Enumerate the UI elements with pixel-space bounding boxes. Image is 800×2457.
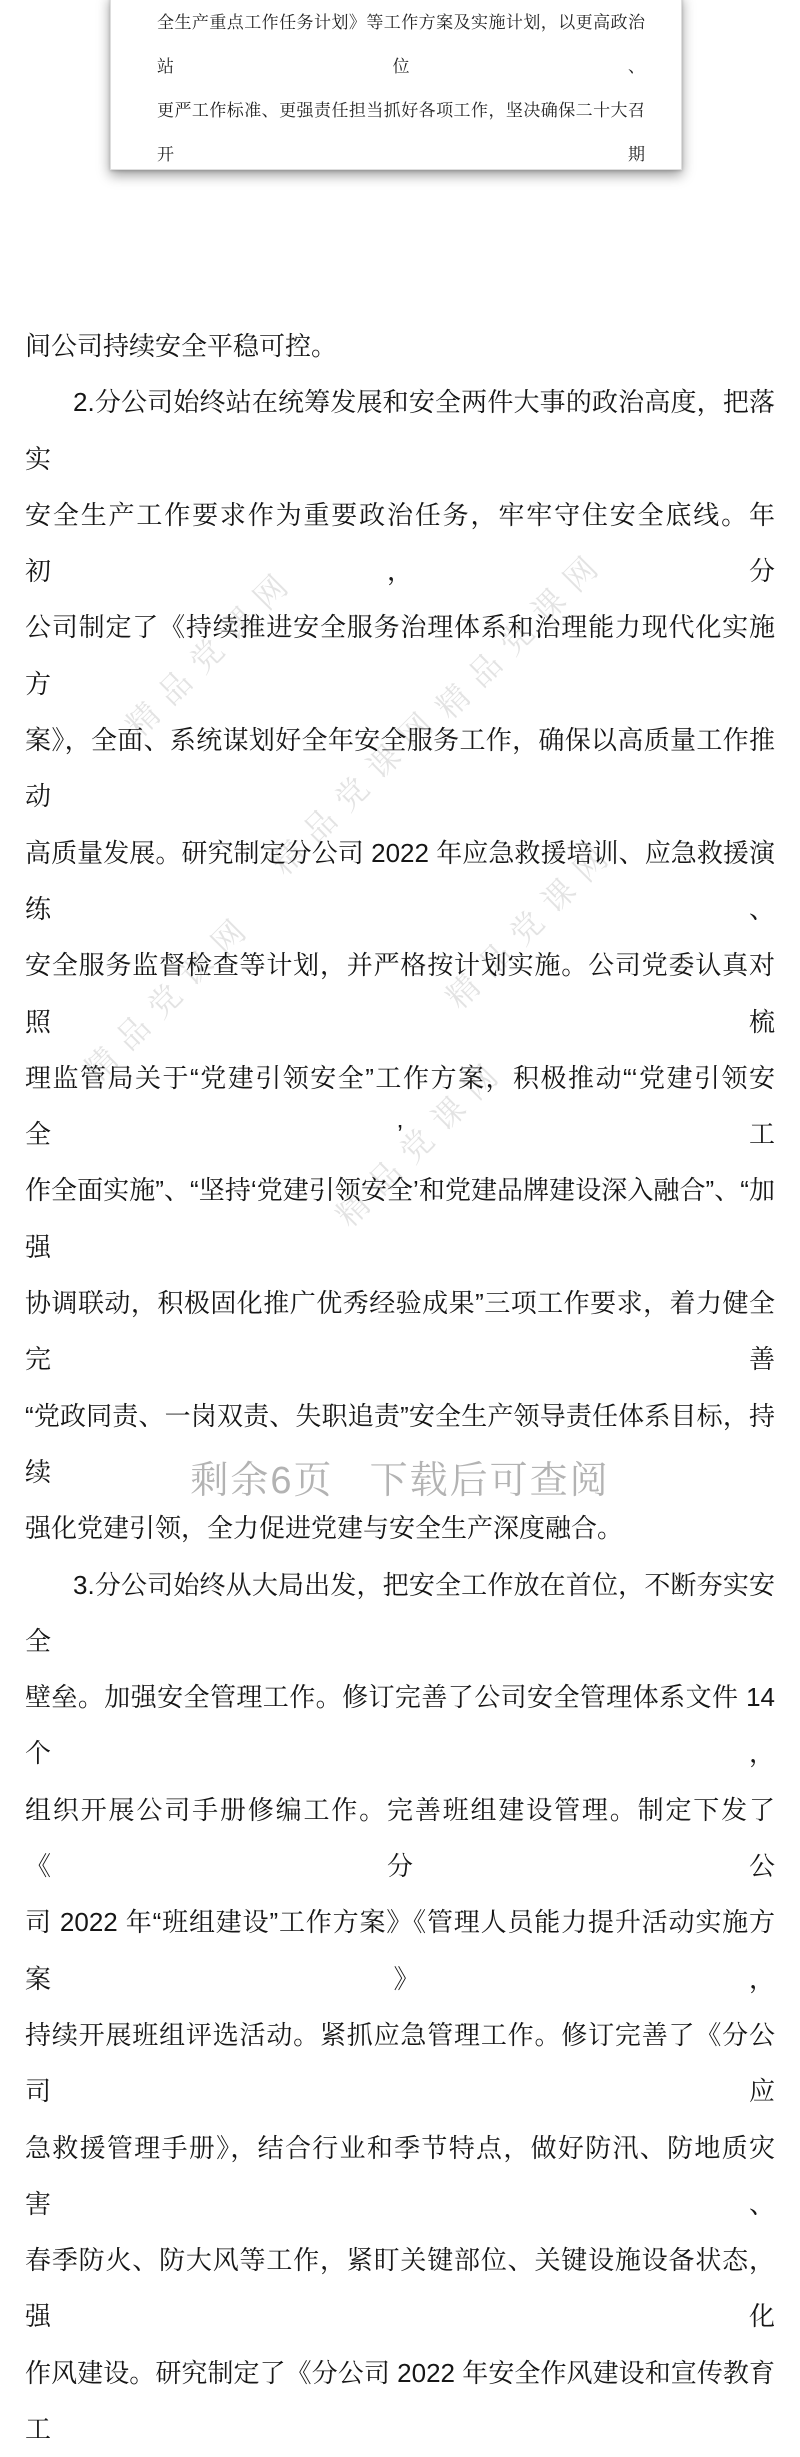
site-watermark-text: 精品党课网 — [329, 1049, 514, 1234]
pages-remaining-notice — [0, 1458, 800, 1504]
page2-text-line: 组织开展公司手册修编工作。完善班组建设管理。制定下发了《分公 — [25, 1794, 775, 1882]
page1-text-line: 更严工作标准、更强责任担当抓好各项工作，坚决确保二十大召开期 — [157, 101, 645, 164]
page2-text-line: 2.分公司始终站在统筹发展和安全两件大事的政治高度，把落实 — [25, 387, 775, 474]
page2-text-line: 强化党建引领，全力促进党建与安全生产深度融合。 — [25, 1513, 624, 1544]
page2-text-body — [0, 318, 800, 2457]
page2-text-line: 作风建设。研究制定了《分公司 2022 年安全作风建设和宣传教育工 — [25, 2357, 775, 2444]
page2-text-line: 案》，全面、系统谋划好全年安全服务工作，确保以高质量工作推动 — [25, 725, 775, 812]
site-watermark-text: 精品党课网 — [77, 904, 262, 1089]
page2-text-line: 持续开展班组评选活动。紧抓应急管理工作。修订完善了《分公司应 — [25, 2019, 775, 2107]
page2-text-line: 春季防火、防大风等工作，紧盯关键部位、关键设施设备状态，强化 — [25, 2245, 775, 2332]
site-watermark-text: 精品党课网 — [429, 541, 614, 726]
page2-text-line: 作全面实施”、“坚持‘党建引领安全’和党建品牌建设深入融合”、“加强 — [25, 1175, 775, 1262]
site-watermark-text: 精品党课网 — [119, 559, 304, 744]
page2-text-line: 安全服务监督检查等计划，并严格按计划实施。公司党委认真对照梳 — [25, 950, 775, 1037]
page2-text-line: 3.分公司始终从大局出发，把安全工作放在首位，不断夯实安全 — [25, 1569, 775, 1656]
remaining-pages-label: 剩余6页 — [190, 1460, 334, 1502]
page1-preview-card — [110, 0, 682, 170]
page2-text-line: 司 2022 年“班组建设”工作方案》《管理人员能力提升活动实施方案》， — [25, 1907, 775, 1994]
download-hint-label: 下载后可查阅 — [369, 1460, 610, 1502]
page1-text-line: 全生产重点工作任务计划》等工作方案及实施计划，以更高政治站位、 — [157, 13, 645, 76]
page2-text-line: 壁垒。加强安全管理工作。修订完善了公司安全管理体系文件 14 个， — [25, 1682, 775, 1769]
page2-text-line: 间公司持续安全平稳可控。 — [25, 331, 338, 361]
page2-text-line: 高质量发展。研究制定分公司 2022 年应急救援培训、应急救援演练、 — [25, 837, 775, 924]
page2-text-line: 安全生产工作要求作为重要政治任务，牢牢守住安全底线。年初，分 — [25, 499, 775, 587]
page2-text-line: 急救援管理手册》，结合行业和季节特点，做好防汛、防地质灾害、 — [25, 2132, 775, 2219]
page2-text-line: 协调联动，积极固化推广优秀经验成果”三项工作要求，着力健全完善 — [25, 1288, 775, 1375]
page2-text-line: 公司制定了《持续推进安全服务治理体系和治理能力现代化实施方 — [25, 612, 775, 699]
page2-text-line: 理监管局关于“党建引领安全”工作方案，积极推动“‘党建引领安全’工 — [25, 1062, 775, 1150]
site-watermark-text: 精品党课网 — [264, 697, 449, 882]
page2-text-line: “党政同责、一岗双责、失职追责”安全生产领导责任体系目标，持续 — [25, 1400, 775, 1487]
site-watermark-text: 精品党课网 — [439, 831, 624, 1016]
